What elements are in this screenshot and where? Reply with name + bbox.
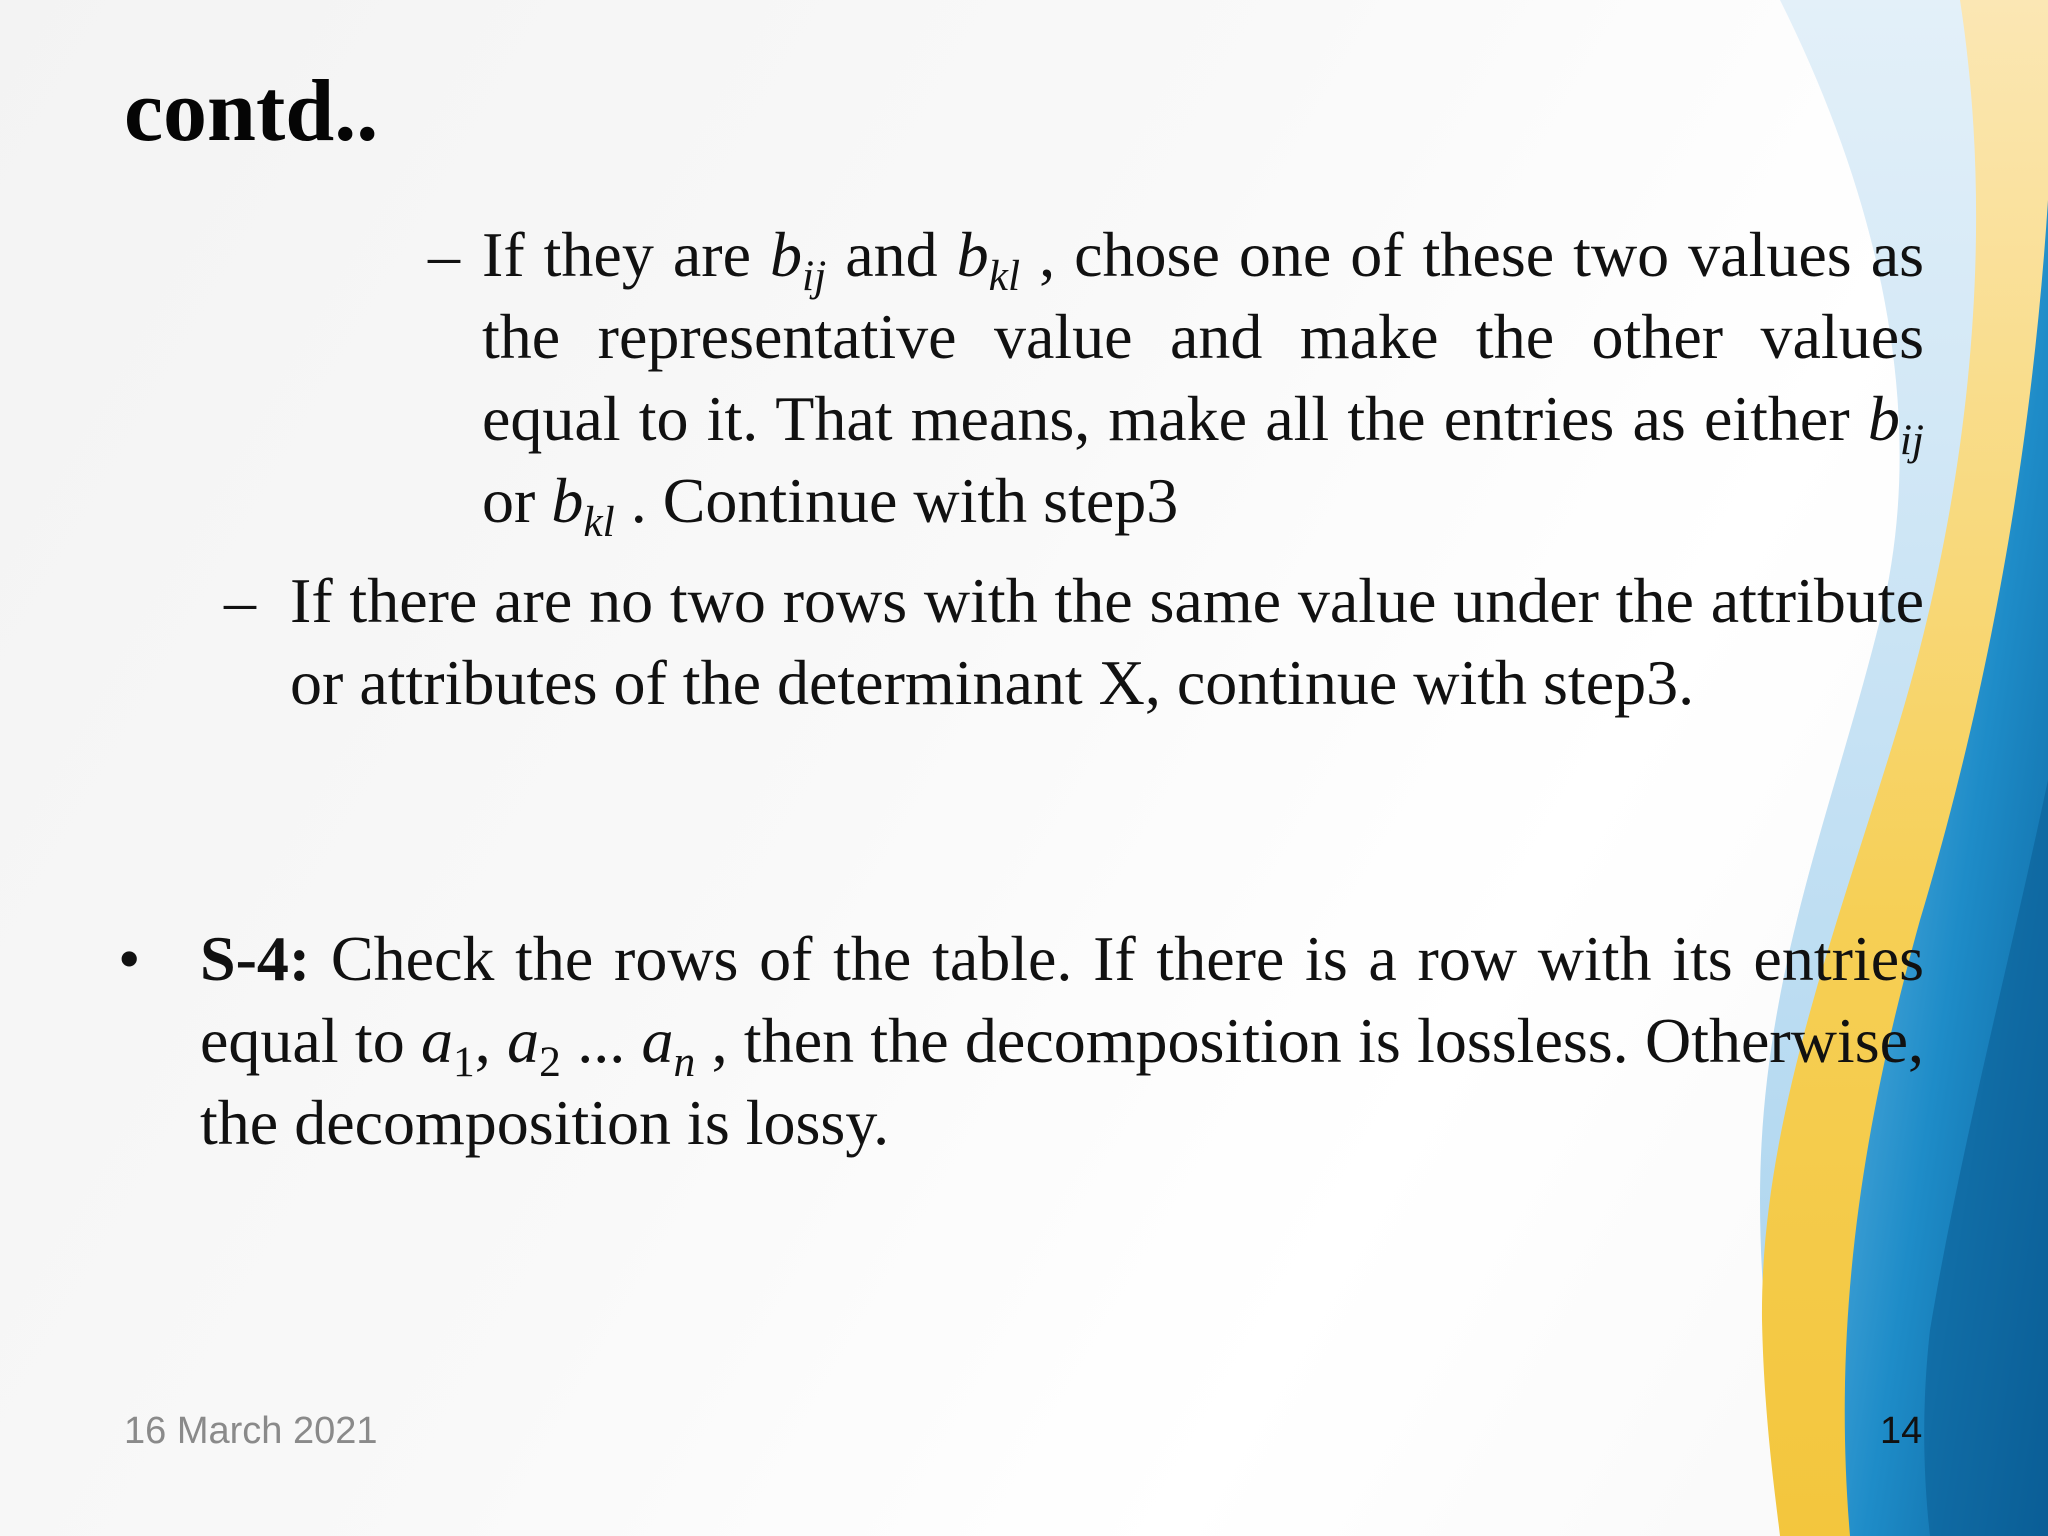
sub-item-dash: – bbox=[224, 565, 256, 636]
text-run: . Continue with step3 bbox=[614, 465, 1179, 536]
variable-b: b bbox=[1867, 383, 1900, 454]
subscript: kl bbox=[988, 251, 1021, 300]
footer-date: 16 March 2021 bbox=[124, 1410, 378, 1452]
sub-item-dash: – bbox=[428, 219, 460, 290]
subscript: 2 bbox=[539, 1037, 561, 1086]
sub-item-no-matching-rows: If there are no two rows with the same value under the attribute or attributes of the determinant X, continue with step3. bbox=[290, 565, 1924, 718]
text-run: and bbox=[826, 219, 957, 290]
variable-b: b bbox=[551, 465, 584, 536]
text-run: or bbox=[482, 465, 552, 536]
text-run: , bbox=[474, 1005, 508, 1076]
text-run: Check the rows of the table. If there is a row with its entries equal to bbox=[200, 923, 1924, 1076]
variable-b: b bbox=[956, 219, 989, 290]
variable-a: a bbox=[507, 1005, 540, 1076]
subscript: ij bbox=[1899, 415, 1924, 464]
bullet-dot: • bbox=[118, 923, 141, 994]
variable-a: a bbox=[421, 1005, 454, 1076]
text-run: , chose one of these two values as the representative value and make the other values equal to it. That means, make all the entries as either bbox=[482, 219, 1925, 454]
variable-b: b bbox=[770, 219, 803, 290]
page-number: 14 bbox=[1880, 1410, 1923, 1452]
bullet-s4 bbox=[200, 918, 1924, 1164]
text-run: If they are bbox=[482, 219, 771, 290]
sub-item-choose-representative bbox=[482, 214, 1925, 546]
subscript: 1 bbox=[453, 1037, 475, 1086]
variable-a: a bbox=[641, 1005, 674, 1076]
subscript: kl bbox=[583, 497, 615, 546]
subscript: ij bbox=[802, 251, 827, 300]
subscript: n bbox=[673, 1037, 696, 1086]
text-run: , then the decomposition is lossless. Otherwise, the decomposition is lossy. bbox=[200, 1005, 1925, 1158]
step-label: S-4: bbox=[200, 923, 311, 994]
slide-title: contd.. bbox=[124, 63, 379, 160]
text-run: ... bbox=[560, 1005, 642, 1076]
